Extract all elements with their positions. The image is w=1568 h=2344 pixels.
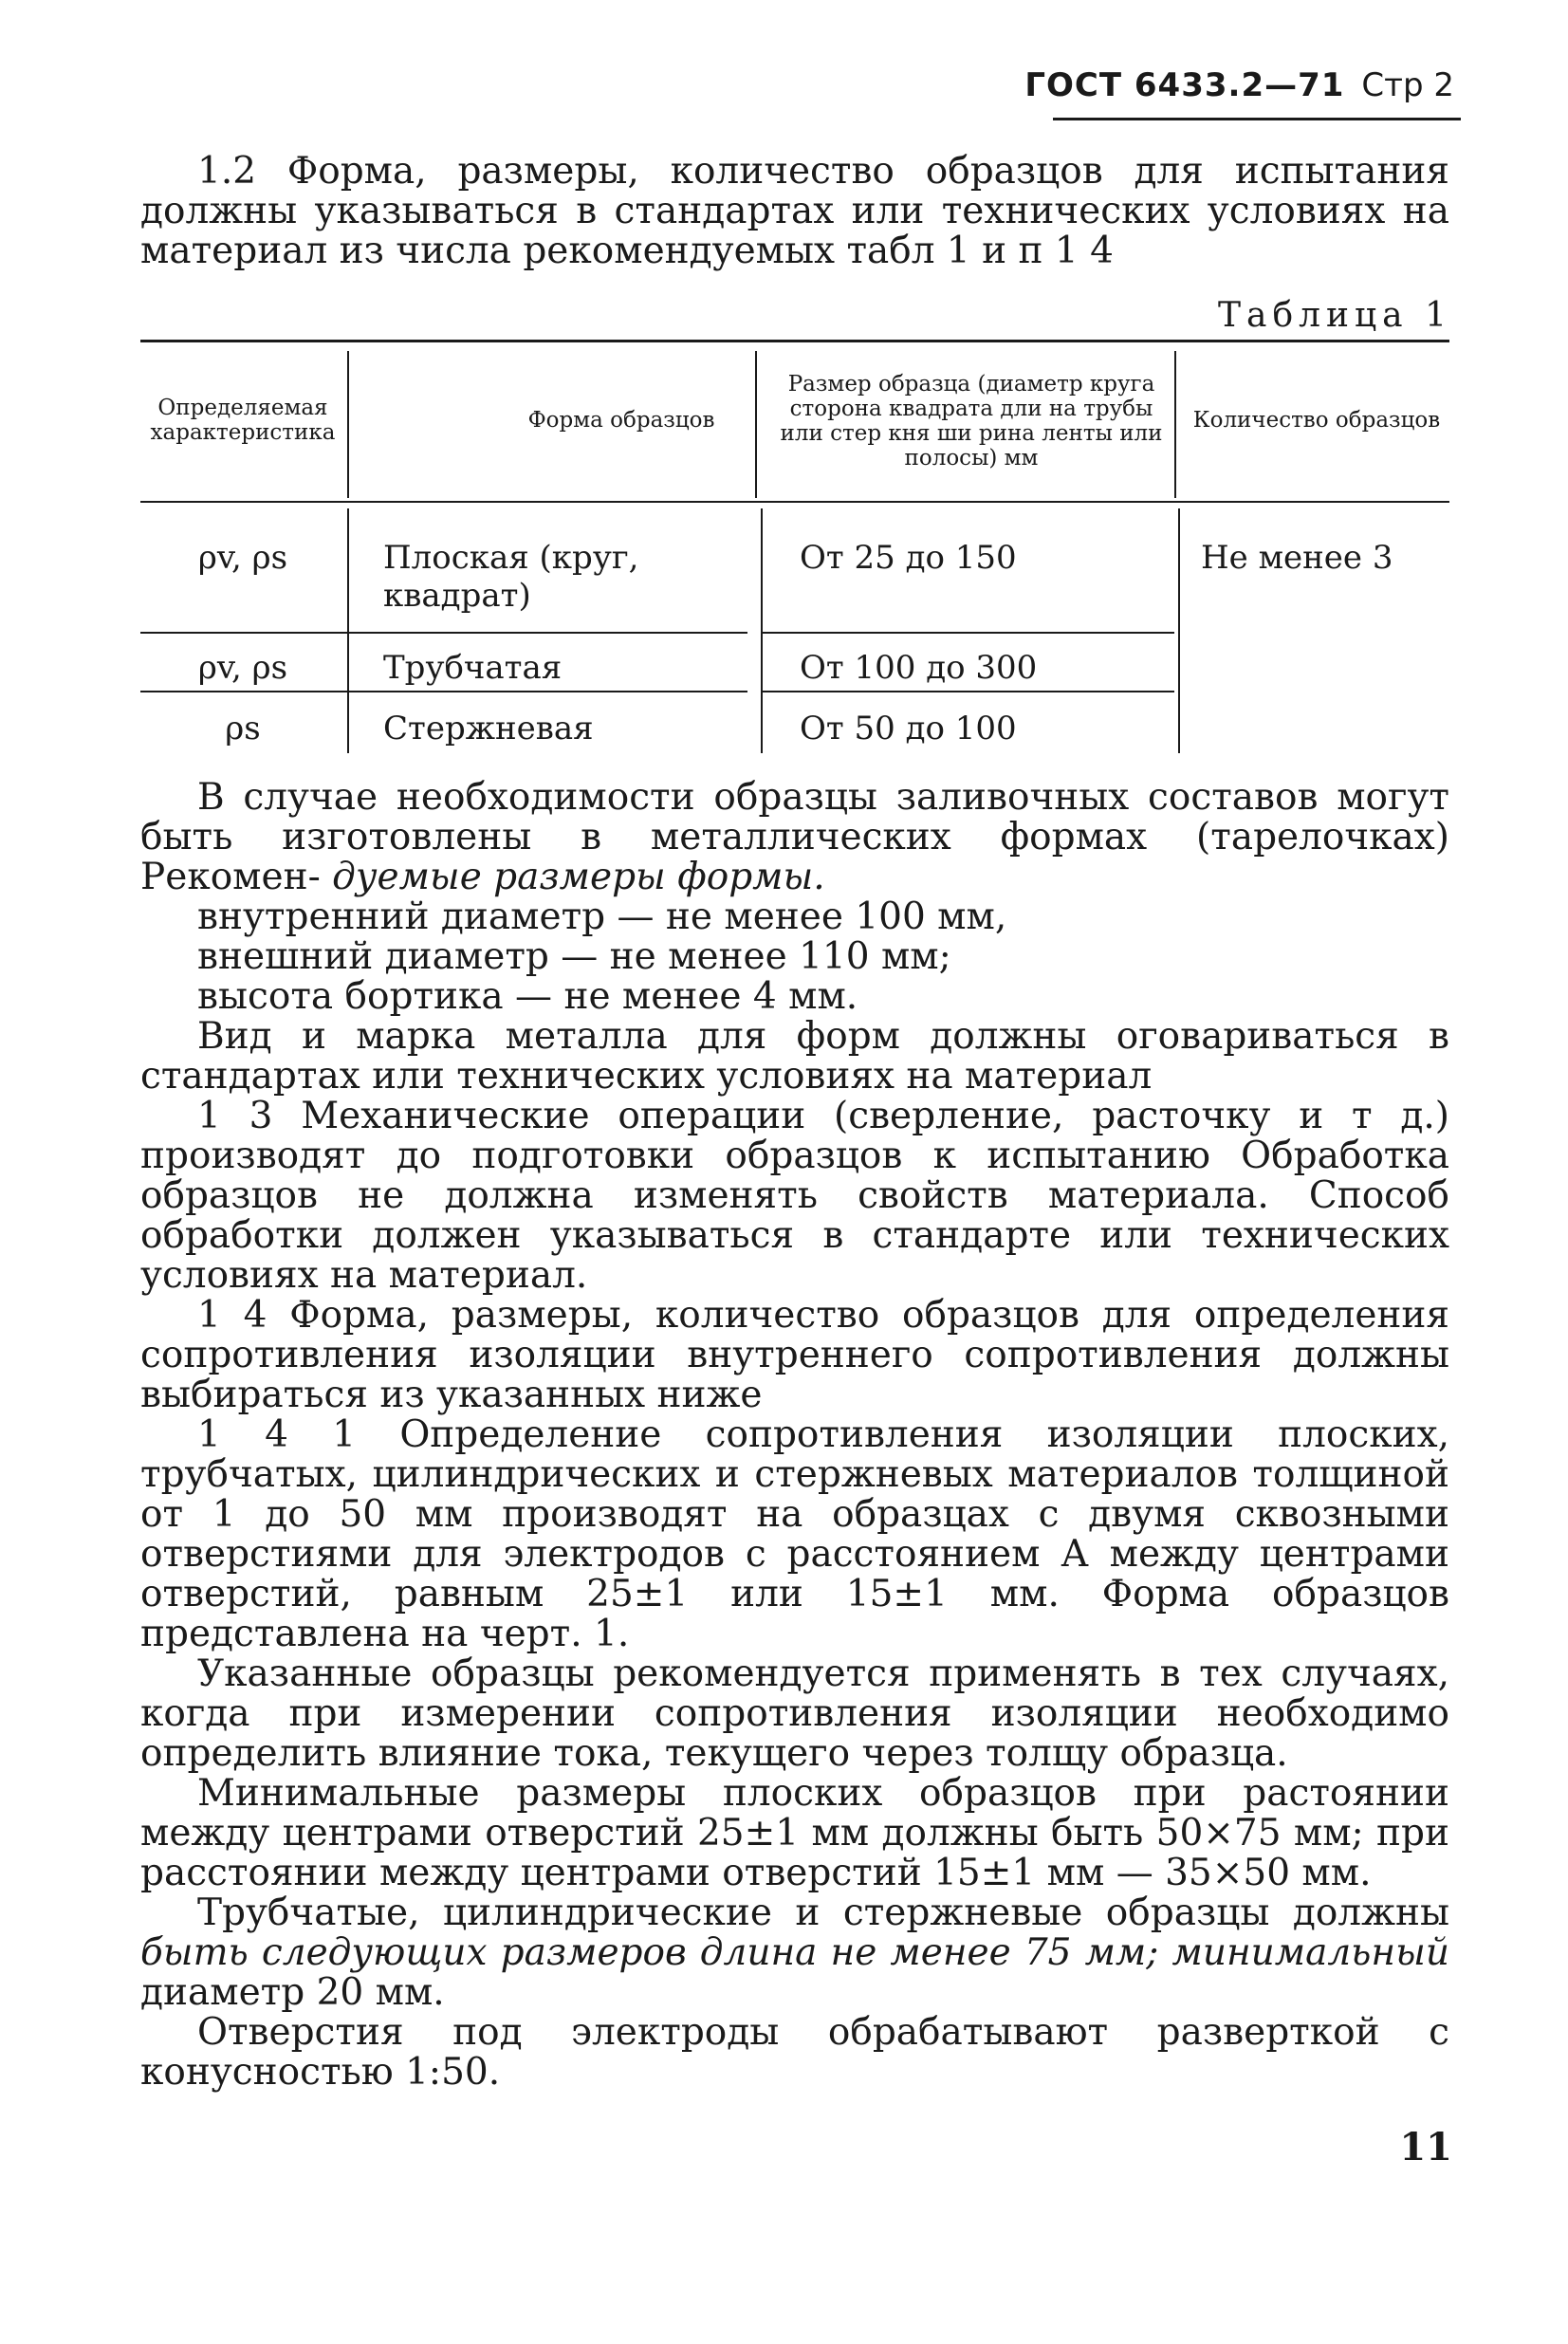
paragraph-tubular-text: Трубчатые, цилиндрические и стержневые образцы должны	[197, 1892, 1449, 1934]
col-divider	[761, 508, 763, 753]
row-divider	[140, 691, 747, 692]
paragraph-1-4-1: 1 4 1 Определение сопротивления изоляции плоских, трубчатых, цилиндрических и стержневых материалов толщиной от 1 до 50 мм производят на образцах с двумя сквозными отверстиями для электродов с расстоянием А между центрами отверстий, равным 25±1 или 15±1 мм. Форма образцов представлена на черт. 1.	[140, 1413, 1449, 1655]
table-row-1-count: Не менее 3	[1201, 539, 1393, 577]
header-rule	[1053, 118, 1461, 120]
paragraph-casting-italic: дуемые размеры формы.	[332, 856, 825, 898]
body-text	[140, 778, 1449, 2093]
paragraph-casting	[140, 778, 1449, 897]
header-characteristic: Определяемая характеристика	[150, 396, 336, 445]
paragraph-holes: Отверстия под электроды обрабатывают разверткой с конусностью 1:50.	[140, 2011, 1449, 2094]
intro-paragraph	[140, 152, 1449, 271]
col-divider	[1174, 351, 1176, 498]
paragraph-metal: Вид и марка металла для форм должны оговариваться в стандартах или технических условиях на материал	[140, 1015, 1449, 1098]
table-caption: Таблица 1	[1218, 296, 1452, 335]
header-form: Форма образцов	[527, 408, 715, 433]
paragraph-1-3: 1 3 Механические операции (сверление, расточку и т д.) производят до подготовки образцов к испытанию Обработка образцов не должна изменять свойств материала. Способ обработки должен указываться в стандарте или технических условиях на материал.	[140, 1095, 1449, 1297]
page-header	[1024, 66, 1454, 104]
dim-inner-diameter: внутренний диаметр — не менее 100 мм,	[197, 895, 1007, 938]
table-1	[140, 340, 1449, 757]
table-row-2-form: Трубчатая	[383, 649, 563, 687]
page-number: 11	[1399, 2125, 1452, 2169]
paragraph-tubular	[140, 1893, 1449, 2013]
col-divider	[755, 351, 757, 498]
paragraph-1-2: 1.2 Форма, размеры, количество образцов для испытания должны указываться в стандартах или технических условиях на материал из числа рекомендуемых табл 1 и п 1 4	[140, 150, 1449, 272]
dim-outer-diameter: внешний диаметр — не менее 110 мм;	[197, 935, 951, 978]
row-divider	[761, 632, 1174, 634]
table-row-3-form: Стержневая	[383, 710, 594, 747]
col-divider	[347, 351, 349, 498]
table-header-rule	[140, 501, 1449, 503]
col-divider	[1178, 508, 1180, 753]
page-label: Стр 2	[1361, 66, 1454, 104]
table-row-3-size: От 50 до 100	[800, 710, 1017, 747]
standard-code: ГОСТ 6433.2—71	[1024, 66, 1345, 104]
table-row-2-characteristic: ρv, ρs	[197, 649, 288, 687]
paragraph-min-sizes: Минимальные размеры плоских образцов при растоянии между центрами отверстий 25±1 мм должны быть 50×75 мм; при расстоянии между центрами отверстий 15±1 мм — 35×50 мм.	[140, 1772, 1449, 1894]
table-row-1-characteristic: ρv, ρs	[197, 539, 288, 577]
table-top-rule	[140, 340, 1449, 342]
table-row-1-size: От 25 до 150	[800, 539, 1017, 577]
header-count: Количество образцов	[1192, 408, 1441, 433]
table-row-3-characteristic: ρs	[225, 710, 261, 747]
paragraph-1-4: 1 4 Форма, размеры, количество образцов для определения сопротивления изоляции внутреннего сопротивления должны выбираться из указанных ниже	[140, 1294, 1449, 1416]
table-row-1-form: Плоская (круг, квадрат)	[383, 539, 639, 615]
col-divider	[347, 508, 349, 753]
paragraph-tubular-end: диаметр 20 мм.	[140, 1971, 445, 2014]
table-row-2-size: От 100 до 300	[800, 649, 1038, 687]
dim-rim-height: высота бортика — не менее 4 мм.	[197, 975, 858, 1018]
row-divider	[761, 691, 1174, 692]
paragraph-tubular-italic: быть следующих размеров длина не менее 75 мм; минимальный	[140, 1931, 1449, 1974]
row-divider	[140, 632, 747, 634]
paragraph-casting-text: В случае необходимости образцы заливочных составов могут быть изготовлены в металлических формах (тарелочках) Рекомен-	[140, 776, 1449, 898]
paragraph-recommended: Указанные образцы рекомендуется применять в тех случаях, когда при измерении сопротивления изоляции необходимо определить влияние тока, текущего через толщу образца.	[140, 1652, 1449, 1775]
header-size: Размер образца (диаметр круга сторона квадрата дли на трубы или стер кня ши рина ленты или полосы) мм	[780, 372, 1163, 471]
